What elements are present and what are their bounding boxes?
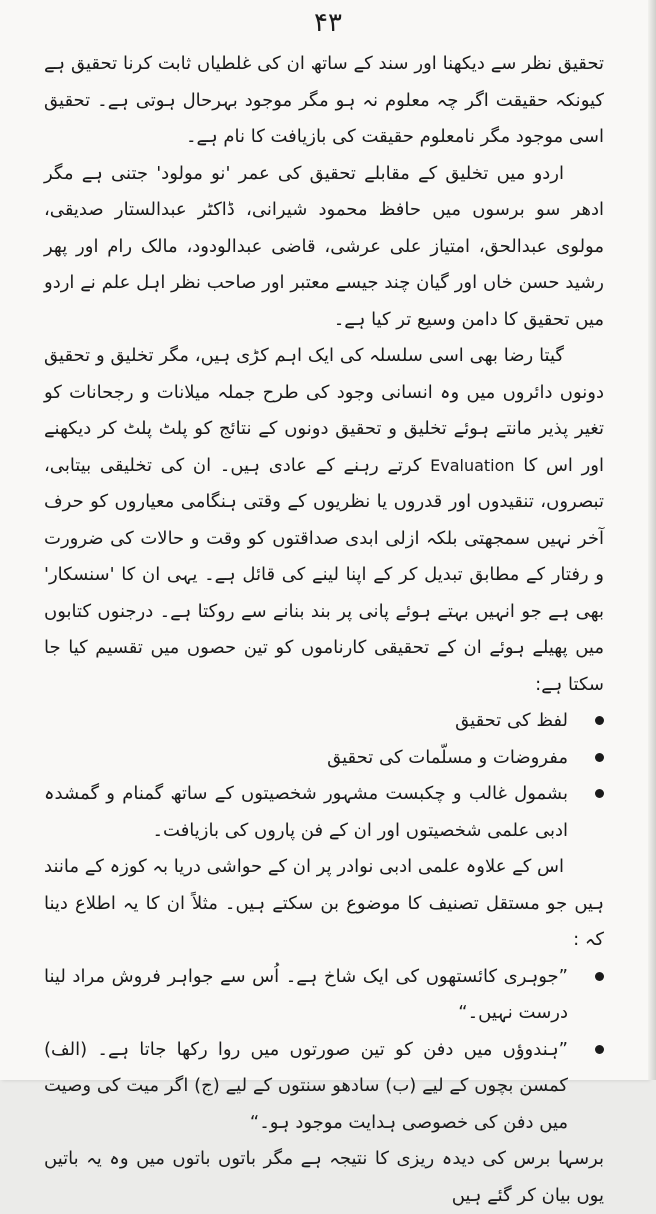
bullet-list-1 [44,703,604,849]
bullet-icon [595,972,604,981]
paragraph-3-latin-word: Evaluation [430,455,515,475]
paragraph-2 [44,156,604,339]
paragraph-3-after: کرتے رہنے کے عادی ہیں۔ ان کی تخلیقی بیتابی، تبصروں، تنقیدوں اور قدروں یا نظریوں کے وقتی ہنگامی معیاروں کو حرف آخر نہیں سمجھتی بلکہ ازلی ابدی صداقتوں کو وقت و حالات کی ضرورت و رفتار کے مطابق تبدیل کر کے اپنا لینے کی قائل ہے۔ یہی ان کا 'سنسکار' بھی ہے جو انہیں بہتے ہوئے پانی پر بند بنانے سے روکتا ہے۔ درجنوں کتابوں میں پھیلے ہوئے ان کے تحقیقی کارناموں کو تین حصوں میں تقسیم کیا جا سکتا ہے: [44,454,604,695]
list-item-text: بشمول غالب و چکبست مشہور شخصیتوں کے ساتھ گمنام و گمشدہ ادبی علمی شخصیتوں اور ان کے فن پاروں کی بازیافت۔ [44,783,568,841]
list-item-text: لفظ کی تحقیق [455,710,568,731]
list-item-text: ”ہندوؤں میں دفن کو تین صورتوں میں روا رکھا جاتا ہے۔ (الف) کمسن بچوں کے لیے (ب) سادھو سنتوں کے لیے (ج) اگر میت کی وصیت میں دفن کی خصوصی ہدایت موجود ہو۔“ [44,1038,568,1133]
page-edge [648,0,656,1080]
paragraph-4: اس کے علاوہ علمی ادبی نوادر پر ان کے حواشی دریا بہ کوزہ کے مانند ہیں جو مستقل تصنیف کا موضوع بن سکتے ہیں۔ مثلاً ان کا یہ اطلاع دینا کہ : [44,856,604,950]
bullet-icon [595,753,604,762]
list-item [44,1032,604,1142]
list-item [44,776,604,849]
paragraph-3 [44,338,604,703]
paragraph-2-text: اردو میں تخلیق کے مقابلے تحقیق کی عمر 'نو مولود' جتنی ہے مگر ادھر سو برسوں میں حافظ محمود شیرانی، ڈاکٹر عبدالستار صدیقی، مولوی عبدالحق، امتیاز علی عرشی، قاضی عبدالودود، مالک رام اور پھر رشید حسن خاں اور گیان چند جیسے معتبر اور صاحب نظر اہل علم نے اردو میں تحقیق کا دامن وسیع تر کیا ہے۔ [44,162,604,330]
page-body [44,46,604,1214]
bullet-icon [595,716,604,725]
list-item-text: مفروضات و مسلّمات کی تحقیق [327,746,568,768]
bullet-icon [595,1045,604,1054]
paragraph-1: تحقیق نظر سے دیکھنا اور سند کے ساتھ ان کی غلطیاں ثابت کرنا تحقیق ہے کیونکہ حقیقت اگر چہ معلوم نہ ہو مگر موجود بہرحال ہوتی ہے۔ تحقیق اسی موجود مگر نامعلوم حقیقت کی بازیافت کا نام ہے۔ [44,53,604,147]
list-item [44,703,604,740]
bullet-list-2 [44,959,604,1142]
bullet-icon [595,789,604,798]
paragraph-3-before: گیتا رضا بھی اسی سلسلہ کی ایک اہم کڑی ہیں، مگر تخلیق و تحقیق دونوں دائروں میں وہ انسانی وجود کی طرح جملہ میلانات و رجحانات کو تغیر پذیر مانتے ہوئے تخلیق و تحقیق دونوں کے نتائج کو پلٹ پلٹ کر دیکھنے اور اس کا [44,345,604,476]
list-item [44,959,604,1032]
paragraph-5: برسہا برس کی دیدہ ریزی کا نتیجہ ہے مگر باتوں باتوں میں وہ یہ باتیں یوں بیان کر گئے ہیں [44,1148,604,1206]
list-item [44,740,604,777]
list-item-text: ”جوہری کائستھوں کی ایک شاخ ہے۔ اُس سے جواہر فروش مراد لینا درست نہیں۔“ [44,965,568,1023]
page-number: ۴۳ [314,8,342,38]
